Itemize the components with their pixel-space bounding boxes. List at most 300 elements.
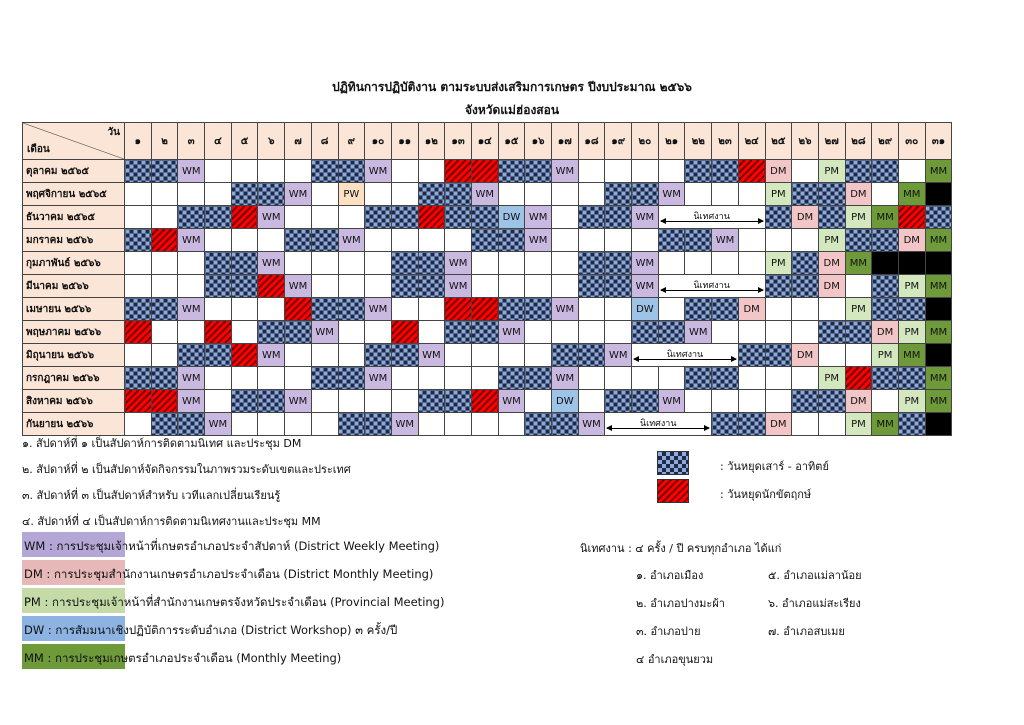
meeting-cell-wm: WM xyxy=(445,252,472,275)
day-header: ๒๓ xyxy=(712,123,739,160)
weekend-cell xyxy=(205,275,232,298)
weekend-cell xyxy=(418,390,445,413)
blank-cell xyxy=(391,367,418,390)
meeting-cell-pm: PM xyxy=(845,298,872,321)
blank-cell xyxy=(125,183,152,206)
blank-cell xyxy=(285,344,312,367)
meeting-cell-dm: DM xyxy=(792,206,819,229)
day-header: ๙ xyxy=(338,123,365,160)
blank-cell xyxy=(418,367,445,390)
meeting-cell-wm: WM xyxy=(658,183,685,206)
blank-cell xyxy=(391,298,418,321)
meeting-cell-wm: WM xyxy=(578,413,605,436)
blank-cell xyxy=(151,206,178,229)
day-header: ๓๐ xyxy=(898,123,925,160)
month-row xyxy=(23,390,952,413)
weekend-cell xyxy=(792,252,819,275)
day-header: ๒๗ xyxy=(818,123,845,160)
day-header: ๒๒ xyxy=(685,123,712,160)
no-day-cell xyxy=(872,252,899,275)
blank-cell xyxy=(311,252,338,275)
meeting-cell-dm: DM xyxy=(898,229,925,252)
weekend-cell xyxy=(872,298,899,321)
holiday-cell xyxy=(445,160,472,183)
meeting-label-pm: PM : การประชุมเจ้าหน้าที่สำนักงานเกษตรจังหวัดประจำเดือน (Provincial Meeting) xyxy=(24,595,445,609)
weekend-cell xyxy=(525,413,552,436)
weekend-cell xyxy=(632,183,659,206)
weekend-cell xyxy=(205,252,232,275)
day-header: ๒๙ xyxy=(872,123,899,160)
blank-cell xyxy=(418,229,445,252)
meeting-cell-wm: WM xyxy=(391,413,418,436)
blank-cell xyxy=(578,321,605,344)
month-row xyxy=(23,252,952,275)
blank-cell xyxy=(525,183,552,206)
blank-cell xyxy=(792,298,819,321)
blank-cell xyxy=(685,390,712,413)
holiday-cell xyxy=(471,390,498,413)
meeting-cell-mm: MM xyxy=(925,160,952,183)
blank-cell xyxy=(285,206,312,229)
month-label: ตุลาคม ๒๕๖๕ xyxy=(23,160,125,183)
blank-cell xyxy=(632,160,659,183)
weekend-cell xyxy=(418,183,445,206)
month-row xyxy=(23,367,952,390)
meeting-cell-wm: WM xyxy=(445,275,472,298)
meeting-cell-wm: WM xyxy=(178,160,205,183)
month-row xyxy=(23,344,952,367)
blank-cell xyxy=(231,229,258,252)
meeting-cell-wm: WM xyxy=(632,206,659,229)
weekend-cell xyxy=(845,321,872,344)
blank-cell xyxy=(338,321,365,344)
blank-cell xyxy=(391,229,418,252)
weekend-cell xyxy=(151,367,178,390)
meeting-cell-pw: PW xyxy=(338,183,365,206)
day-header: ๕ xyxy=(231,123,258,160)
holiday-cell xyxy=(285,298,312,321)
day-header: ๑๗ xyxy=(552,123,579,160)
weekend-cell xyxy=(125,229,152,252)
supervision-label: นิเทศงาน xyxy=(693,212,730,222)
month-label: กรกฎาคม ๒๕๖๖ xyxy=(23,367,125,390)
weekend-cell xyxy=(338,298,365,321)
meeting-cell-pm: PM xyxy=(898,321,925,344)
blank-cell xyxy=(658,252,685,275)
blank-cell xyxy=(258,413,285,436)
blank-cell xyxy=(765,390,792,413)
meeting-cell-pm: PM xyxy=(818,160,845,183)
weekend-cell xyxy=(231,252,258,275)
holiday-cell xyxy=(125,321,152,344)
weekend-cell xyxy=(471,206,498,229)
blank-cell xyxy=(845,275,872,298)
meeting-cell-wm: WM xyxy=(258,252,285,275)
meeting-cell-wm: WM xyxy=(365,298,392,321)
meeting-cell-wm: WM xyxy=(178,367,205,390)
meeting-cell-wm: WM xyxy=(632,275,659,298)
weekend-cell xyxy=(898,367,925,390)
weekend-cell xyxy=(685,367,712,390)
month-label: กุมภาพันธ์ ๒๕๖๖ xyxy=(23,252,125,275)
meeting-cell-mm: MM xyxy=(925,321,952,344)
meeting-cell-dm: DM xyxy=(872,321,899,344)
weekend-cell xyxy=(418,252,445,275)
blank-cell xyxy=(712,183,739,206)
meeting-cell-wm: WM xyxy=(178,298,205,321)
meeting-label-dw: DW : การสัมมนาเชิงปฏิบัติการระดับอำเภอ (District Workshop) ๓ ครั้ง/ปี xyxy=(24,623,398,637)
holiday-cell xyxy=(231,344,258,367)
double-arrow-icon xyxy=(661,290,763,291)
weekend-cell xyxy=(151,413,178,436)
blank-cell xyxy=(151,344,178,367)
blank-cell xyxy=(712,321,739,344)
legend-holiday-swatch xyxy=(657,479,689,503)
legend-weekend-label: : วันหยุดเสาร์ - อาทิตย์ xyxy=(720,460,829,473)
weekend-cell xyxy=(391,252,418,275)
weekend-cell xyxy=(792,275,819,298)
meeting-cell-pm: PM xyxy=(765,183,792,206)
blank-cell xyxy=(738,252,765,275)
supervision-label: นิเทศงาน xyxy=(666,350,704,360)
blank-cell xyxy=(178,275,205,298)
weekend-cell xyxy=(552,413,579,436)
holiday-cell xyxy=(738,160,765,183)
weekend-cell xyxy=(632,390,659,413)
blank-cell xyxy=(338,252,365,275)
blank-cell xyxy=(552,229,579,252)
holiday-cell xyxy=(898,206,925,229)
meeting-label-wm: WM : การประชุมเจ้าหน้าที่เกษตรอำเภอประจำสัปดาห์ (District Weekly Meeting) xyxy=(24,539,440,553)
day-header: ๑๕ xyxy=(498,123,525,160)
meeting-cell-pm: PM xyxy=(898,390,925,413)
weekend-cell xyxy=(818,390,845,413)
weekend-cell xyxy=(445,183,472,206)
weekend-cell xyxy=(872,229,899,252)
blank-cell xyxy=(471,344,498,367)
weekend-cell xyxy=(311,229,338,252)
blank-cell xyxy=(418,160,445,183)
meeting-cell-mm: MM xyxy=(872,413,899,436)
meeting-cell-dm: DM xyxy=(845,183,872,206)
blank-cell xyxy=(498,413,525,436)
blank-cell xyxy=(712,390,739,413)
blank-cell xyxy=(525,321,552,344)
day-header: ๑ xyxy=(125,123,152,160)
meeting-cell-dm: DM xyxy=(765,413,792,436)
weekend-cell xyxy=(872,367,899,390)
blank-cell xyxy=(205,298,232,321)
weekend-cell xyxy=(285,321,312,344)
holiday-cell xyxy=(471,298,498,321)
weekend-cell xyxy=(498,160,525,183)
blank-cell xyxy=(632,367,659,390)
weekend-cell xyxy=(151,298,178,321)
month-row xyxy=(23,298,952,321)
legend-holiday-label: : วันหยุดนักขัตฤกษ์ xyxy=(720,488,812,501)
weekend-cell xyxy=(712,298,739,321)
weekend-cell xyxy=(552,344,579,367)
blank-cell xyxy=(498,275,525,298)
blank-cell xyxy=(205,160,232,183)
weekend-cell xyxy=(845,229,872,252)
weekend-cell xyxy=(605,206,632,229)
day-header: ๒๐ xyxy=(632,123,659,160)
meeting-cell-pm: PM xyxy=(818,367,845,390)
weekend-cell xyxy=(872,160,899,183)
weekend-cell xyxy=(365,344,392,367)
weekend-cell xyxy=(391,344,418,367)
district-item: ๗. อำเภอสบเมย xyxy=(768,625,845,638)
weekend-cell xyxy=(605,275,632,298)
blank-cell xyxy=(391,160,418,183)
day-header: ๒๖ xyxy=(792,123,819,160)
weekend-cell xyxy=(818,206,845,229)
blank-cell xyxy=(205,367,232,390)
blank-cell xyxy=(285,413,312,436)
meeting-cell-pm: PM xyxy=(872,344,899,367)
blank-cell xyxy=(391,183,418,206)
blank-cell xyxy=(738,229,765,252)
weekend-cell xyxy=(311,298,338,321)
blank-cell xyxy=(738,367,765,390)
weekend-cell xyxy=(792,390,819,413)
weekend-cell xyxy=(178,206,205,229)
district-item: ๖. อำเภอแม่สะเรียง xyxy=(768,597,861,610)
blank-cell xyxy=(765,367,792,390)
blank-cell xyxy=(445,367,472,390)
weekend-cell xyxy=(605,390,632,413)
meeting-cell-wm: WM xyxy=(552,160,579,183)
weekend-cell xyxy=(258,321,285,344)
blank-cell xyxy=(792,160,819,183)
blank-cell xyxy=(658,160,685,183)
calendar-table xyxy=(22,122,952,436)
blank-cell xyxy=(498,252,525,275)
month-row xyxy=(23,183,952,206)
blank-cell xyxy=(125,413,152,436)
holiday-cell xyxy=(471,160,498,183)
weekend-cell xyxy=(231,275,258,298)
meeting-cell-wm: WM xyxy=(178,229,205,252)
blank-cell xyxy=(231,367,258,390)
weekend-cell xyxy=(898,298,925,321)
day-header: ๑๘ xyxy=(578,123,605,160)
blank-cell xyxy=(365,275,392,298)
meeting-cell-wm: WM xyxy=(605,344,632,367)
district-item: ๒. อำเภอปางมะผ้า xyxy=(636,597,725,610)
weekend-cell xyxy=(498,367,525,390)
meeting-label-dm: DM : การประชุมสำนักงานเกษตรอำเภอประจำเดือน (District Monthly Meeting) xyxy=(24,567,434,581)
blank-cell xyxy=(391,390,418,413)
month-row xyxy=(23,321,952,344)
weekend-cell xyxy=(338,160,365,183)
month-label: กันยายน ๒๕๖๖ xyxy=(23,413,125,436)
weekend-cell xyxy=(311,367,338,390)
blank-cell xyxy=(765,321,792,344)
meeting-cell-wm: WM xyxy=(498,321,525,344)
blank-cell xyxy=(231,413,258,436)
blank-cell xyxy=(845,344,872,367)
month-row xyxy=(23,229,952,252)
blank-cell xyxy=(658,367,685,390)
blank-cell xyxy=(125,252,152,275)
day-header: ๑๒ xyxy=(418,123,445,160)
note-item: ๒. สัปดาห์ที่ ๒ เป็นสัปดาห์จัดกิจกรรมในภาพรวมระดับเขตและประเทศ xyxy=(22,463,351,476)
month-label: พฤศจิกายน ๒๕๖๕ xyxy=(23,183,125,206)
legend-weekend-swatch xyxy=(657,451,689,475)
blank-cell xyxy=(125,275,152,298)
meeting-cell-mm: MM xyxy=(925,390,952,413)
meeting-cell-mm: MM xyxy=(898,344,925,367)
blank-cell xyxy=(685,252,712,275)
blank-cell xyxy=(258,229,285,252)
meeting-cell-dm: DM xyxy=(845,390,872,413)
blank-cell xyxy=(231,298,258,321)
blank-cell xyxy=(792,229,819,252)
corner-day-label: วัน xyxy=(107,127,120,138)
meeting-cell-pm: PM xyxy=(845,413,872,436)
blank-cell xyxy=(178,252,205,275)
weekend-cell xyxy=(125,160,152,183)
holiday-cell xyxy=(258,275,285,298)
blank-cell xyxy=(738,321,765,344)
weekend-cell xyxy=(818,183,845,206)
blank-cell xyxy=(605,298,632,321)
blank-cell xyxy=(151,275,178,298)
month-label: ธันวาคม ๒๕๖๕ xyxy=(23,206,125,229)
blank-cell xyxy=(445,344,472,367)
blank-cell xyxy=(311,344,338,367)
weekend-cell xyxy=(578,206,605,229)
day-header: ๖ xyxy=(258,123,285,160)
district-item: ๕. อำเภอแม่ลาน้อย xyxy=(768,569,862,582)
weekend-cell xyxy=(578,275,605,298)
blank-cell xyxy=(552,183,579,206)
meeting-cell-pm: PM xyxy=(818,229,845,252)
meeting-cell-pm: PM xyxy=(898,275,925,298)
meeting-cell-wm: WM xyxy=(658,390,685,413)
calendar-corner xyxy=(23,123,125,160)
weekend-cell xyxy=(205,344,232,367)
weekend-cell xyxy=(125,367,152,390)
month-label: พฤษภาคม ๒๕๖๖ xyxy=(23,321,125,344)
blank-cell xyxy=(258,367,285,390)
month-label: มกราคม ๒๕๖๖ xyxy=(23,229,125,252)
blank-cell xyxy=(872,183,899,206)
blank-cell xyxy=(471,367,498,390)
weekend-cell xyxy=(471,229,498,252)
supervision-span xyxy=(605,413,712,436)
blank-cell xyxy=(151,252,178,275)
meeting-cell-wm: WM xyxy=(685,321,712,344)
weekend-cell xyxy=(712,160,739,183)
blank-cell xyxy=(445,229,472,252)
district-item: ๓. อำเภอปาย xyxy=(636,625,701,638)
weekend-cell xyxy=(658,321,685,344)
no-day-cell xyxy=(925,344,952,367)
holiday-cell xyxy=(391,321,418,344)
meeting-cell-wm: WM xyxy=(338,229,365,252)
meeting-cell-wm: WM xyxy=(525,229,552,252)
weekend-cell xyxy=(445,321,472,344)
weekend-cell xyxy=(578,344,605,367)
meeting-cell-dm: DM xyxy=(818,252,845,275)
weekend-cell xyxy=(445,206,472,229)
weekend-cell xyxy=(258,390,285,413)
weekend-cell xyxy=(178,413,205,436)
weekend-cell xyxy=(205,206,232,229)
weekend-cell xyxy=(632,321,659,344)
meeting-cell-dm: DM xyxy=(792,344,819,367)
blank-cell xyxy=(605,160,632,183)
meeting-cell-dw: DW xyxy=(632,298,659,321)
weekend-cell xyxy=(285,229,312,252)
meeting-cell-wm: WM xyxy=(285,275,312,298)
page-subtitle: จังหวัดแม่ฮ่องสอน xyxy=(464,103,560,117)
day-header: ๘ xyxy=(311,123,338,160)
blank-cell xyxy=(792,367,819,390)
month-label: มีนาคม ๒๕๖๖ xyxy=(23,275,125,298)
meeting-cell-mm: MM xyxy=(845,252,872,275)
blank-cell xyxy=(418,321,445,344)
weekend-cell xyxy=(605,183,632,206)
holiday-cell xyxy=(151,390,178,413)
weekend-cell xyxy=(658,229,685,252)
blank-cell xyxy=(365,390,392,413)
meeting-cell-wm: WM xyxy=(418,344,445,367)
holiday-cell xyxy=(151,229,178,252)
blank-cell xyxy=(658,298,685,321)
weekend-cell xyxy=(338,413,365,436)
day-header: ๑๓ xyxy=(445,123,472,160)
blank-cell xyxy=(605,367,632,390)
calendar-header-row xyxy=(23,123,952,160)
no-day-cell xyxy=(925,252,952,275)
blank-cell xyxy=(365,252,392,275)
blank-cell xyxy=(898,160,925,183)
blank-cell xyxy=(231,160,258,183)
blank-cell xyxy=(525,390,552,413)
weekend-cell xyxy=(365,206,392,229)
weekend-cell xyxy=(525,298,552,321)
meeting-cell-wm: WM xyxy=(285,390,312,413)
blank-cell xyxy=(178,183,205,206)
weekend-cell xyxy=(498,229,525,252)
blank-cell xyxy=(285,252,312,275)
blank-cell xyxy=(311,390,338,413)
meeting-cell-mm: MM xyxy=(925,229,952,252)
blank-cell xyxy=(311,183,338,206)
blank-cell xyxy=(365,183,392,206)
blank-cell xyxy=(151,321,178,344)
weekend-cell xyxy=(898,413,925,436)
blank-cell xyxy=(792,413,819,436)
no-day-cell xyxy=(925,298,952,321)
month-row xyxy=(23,206,952,229)
weekend-cell xyxy=(178,344,205,367)
day-header: ๔ xyxy=(205,123,232,160)
blank-cell xyxy=(605,229,632,252)
blank-cell xyxy=(872,390,899,413)
blank-cell xyxy=(605,321,632,344)
blank-cell xyxy=(632,229,659,252)
weekend-cell xyxy=(311,160,338,183)
weekend-cell xyxy=(231,390,258,413)
day-header: ๑๑ xyxy=(391,123,418,160)
weekend-cell xyxy=(258,183,285,206)
meeting-cell-wm: WM xyxy=(258,344,285,367)
